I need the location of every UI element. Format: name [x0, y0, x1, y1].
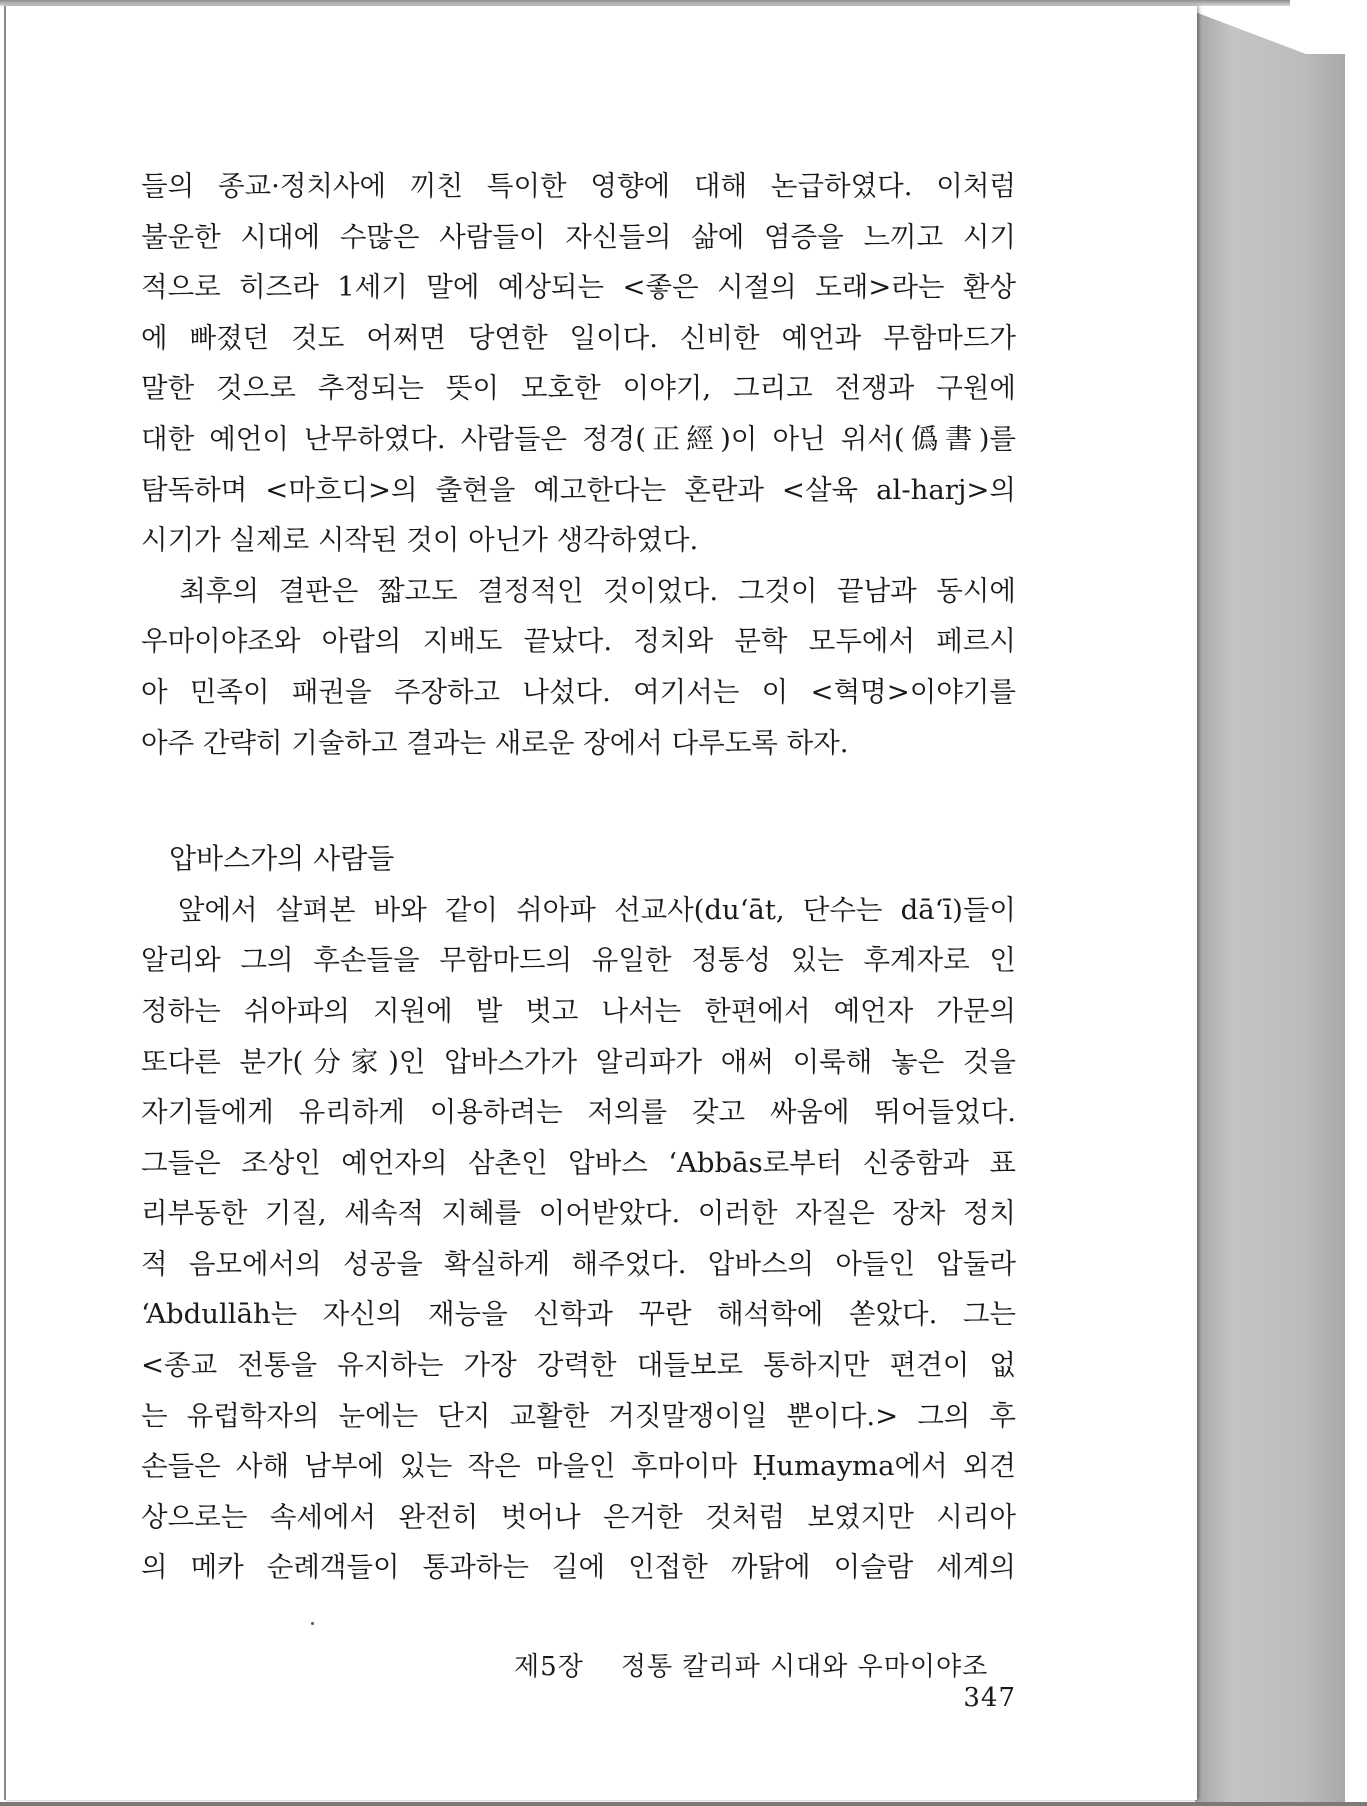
- text-line: 우마이야조와 아랍의 지배도 끝났다. 정치와 문학 모두에서 페르시: [141, 625, 1016, 658]
- text-line: 는 유럽학자의 눈에는 단지 교활한 거짓말쟁이일 뿐이다.> 그의 후: [141, 1399, 1016, 1432]
- text-line: 자기들에게 유리하게 이용하려는 저의를 갖고 싸움에 뛰어들었다.: [141, 1096, 1016, 1129]
- page-number: 347: [963, 1683, 1016, 1713]
- text-line: ‘Abdullāh는 자신의 재능을 신학과 꾸란 해석학에 쏟았다. 그는: [141, 1298, 1016, 1331]
- paragraph-2: [141, 566, 1016, 768]
- text-line: 시기가 실제로 시작된 것이 아닌가 생각하였다.: [141, 524, 699, 557]
- text-line: 상으로는 속세에서 완전히 벗어나 은거한 것처럼 보였지만 시리아: [141, 1500, 1016, 1533]
- text-line: 에 빠졌던 것도 어쩌면 당연한 일이다. 신비한 예언과 무함마드가: [141, 321, 1016, 354]
- text-line: 들의 종교·정치사에 끼친 특이한 영향에 대해 논급하였다. 이처럼: [141, 170, 1016, 202]
- paragraph-3: [141, 885, 1016, 1593]
- chapter-label: 제5장: [514, 1652, 584, 1682]
- text-line: 정하는 쉬아파의 지원에 발 벗고 나서는 한편에서 예언자 가문의: [141, 994, 1016, 1027]
- text-line: 앞에서 살펴본 바와 같이 쉬아파 선교사(du‘āt, 단수는 dā‘ī)들이: [141, 893, 1016, 926]
- book-bottom-edge: [0, 1802, 1367, 1806]
- text-line: 또다른 분가(分家)인 압바스가가 알리파가 애써 이룩해 놓은 것을: [141, 1045, 1016, 1078]
- text-line: 의 메카 순례객들이 통과하는 길에 인접한 까닭에 이슬람 세계의: [141, 1551, 1016, 1584]
- page-footer: [476, 1646, 1016, 1713]
- text-line: 불운한 시대에 수많은 사람들이 자신들의 삶에 염증을 느끼고 시기: [141, 220, 1016, 253]
- text-line: 그들은 조상인 예언자의 삼촌인 압바스 ‘Abbās로부터 신중함과 표: [141, 1146, 1016, 1179]
- text-line: 탐독하며 <마흐디>의 출현을 예고한다는 혼란과 <살육 al-harj>의: [141, 473, 1016, 506]
- text-line: 리부동한 기질, 세속적 지혜를 이어받았다. 이러한 자질은 장차 정치: [141, 1197, 1016, 1230]
- text-line: 최후의 결판은 짧고도 결정적인 것이었다. 그것이 끝남과 동시에: [141, 574, 1016, 607]
- print-speck: [311, 1622, 314, 1625]
- paragraph-1: [141, 161, 1016, 566]
- body-text: [141, 161, 1016, 1593]
- text-line: <종교 전통을 유지하는 가장 강력한 대들보로 통하지만 편견이 없: [141, 1349, 1016, 1382]
- text-line: 적으로 히즈라 1세기 말에 예상되는 <좋은 시절의 도래>라는 환상: [141, 271, 1016, 304]
- book-side-edge: [1195, 12, 1345, 1802]
- text-line: 적 음모에서의 성공을 확실하게 해주었다. 압바스의 아들인 압둘라: [141, 1247, 1016, 1280]
- text-line: 아 민족이 패권을 주장하고 나섰다. 여기서는 이 <혁명>이야기를: [141, 675, 1016, 708]
- chapter-title: 정통 칼리파 시대와 우마이야조: [620, 1652, 989, 1682]
- book-page: [4, 6, 1197, 1800]
- text-line: 손들은 사해 남부에 있는 작은 마을인 후마이마 Ḥumayma에서 외견: [141, 1450, 1016, 1483]
- text-line: 알리와 그의 후손들을 무함마드의 유일한 정통성 있는 후계자로 인: [141, 944, 1016, 977]
- text-line: 말한 것으로 추정되는 뜻이 모호한 이야기, 그리고 전쟁과 구원에: [141, 372, 1016, 405]
- section-gap: [141, 768, 1016, 834]
- section-heading: 압바스가의 사람들: [169, 842, 395, 876]
- text-line: 대한 예언이 난무하였다. 사람들은 정경(正經)이 아닌 위서(僞書)를: [141, 422, 1016, 455]
- text-line: 아주 간략히 기술하고 결과는 새로운 장에서 다루도록 하자.: [141, 726, 849, 759]
